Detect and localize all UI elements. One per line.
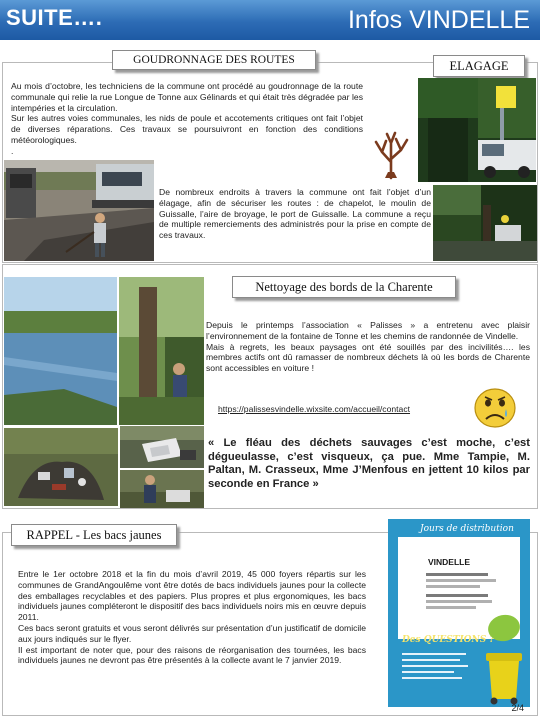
charente-paragraph-1: Depuis le printemps l’association « Palisses » a entretenu avec plaisir l’environnement de la fontaine de Tonne et les chemins de randonnée de Vindelle. (206, 320, 530, 341)
charente-paragraph-2: Mais à regrets, les beaux paysages ont été souillés par des incivilités…. les membres actifs ont dû ramasser de nombreux déchets là où les bords de Charente sont accessibles en voiture ! (206, 341, 530, 374)
charente-photo-waste-1 (120, 426, 204, 468)
charente-text (206, 320, 530, 374)
charente-photo-waste-3 (120, 470, 204, 508)
elagage-photo-tree (433, 185, 537, 261)
flyer-commune: VINDELLE (428, 557, 471, 567)
charente-photo-waste-2 (4, 428, 118, 506)
page-number: 2/4 (511, 703, 524, 713)
distribution-flyer (388, 519, 530, 707)
goudronnage-title: GOUDRONNAGE DES ROUTES (112, 50, 316, 70)
flyer-schedule-lines (426, 573, 496, 609)
sad-face-icon (473, 387, 517, 429)
rappel-text (18, 569, 366, 666)
charente-photo-river (4, 277, 117, 425)
goudronnage-paragraph-3: . (11, 145, 14, 156)
charente-photo-tree (119, 277, 204, 425)
goudronnage-text (11, 81, 363, 157)
yellow-bin-icon (484, 649, 524, 705)
rappel-title: RAPPEL - Les bacs jaunes (11, 524, 177, 546)
header-suite: SUITE…. (6, 5, 103, 30)
rappel-paragraph-1: Entre le 1er octobre 2018 et la fin du mois d’avril 2019, 45 000 foyers répartis sur les communes de GrandAngoulême vont être dotés de bacs individuels jaunes pour la collecte des emballages recyclables et des papiers. Plus propres et plus ergonomiques, les bacs individuels jaunes compléteront le dispositif des bacs individuels noirs mis en œuvre depuis 2011. (18, 569, 366, 623)
elagage-photo-truck (418, 78, 536, 182)
rappel-paragraph-2: Ces bacs seront gratuits et vous seront délivrés sur présentation d’un justificatif de domicile aux jours indiqués sur le flyer. (18, 622, 366, 644)
goudronnage-paragraph-1: Au mois d’octobre, les techniciens de la commune ont procédé au goudronnage de la route communale qui relie la rue Longue de Tonne aux Gélinards et qui était très dégradée par les intempéries et la circulation. (11, 81, 363, 113)
flyer-info-lines (402, 653, 472, 679)
charente-quote: « Le fléau des déchets sauvages c’est moche, c’est dégueulasse, c’est visqueux, ça pue. Mme Tampie, M. Paltan, M. Crasseux, Mme J’Menfous en jettent 10 kilos par seconde en France » (208, 437, 530, 490)
goudronnage-photo (4, 160, 154, 261)
header-title: Infos VINDELLE (347, 6, 530, 34)
elagage-text: De nombreux endroits à travers la commune ont fait l’objet d’un élagage, afin de sécuriser les routes : de chapelot, le moulin de Guissalle, l’aire de broyage, le port de Guissalle. La commune a reçu de multiple remerciements des administrés pour la prise en compte de ces travaux. (159, 187, 431, 241)
elagage-title: ELAGAGE (433, 55, 525, 77)
charente-title: Nettoyage des bords de la Charente (232, 276, 456, 298)
goudronnage-paragraph-2: Sur les autres voies communales, les nids de poule et accotements critiques ont fait l’objet de diverses réparations. Ces travaux se poursuivront en fonction des conditions météorologiques. (11, 113, 363, 145)
rappel-paragraph-3: Il est important de noter que, pour des raisons de réorganisation des tournées, les bacs individuels jaunes ne devront pas être présentés à la collecte avant le 7 janvier 2019. (18, 644, 366, 666)
flyer-questions: Des QUESTIONS ? (402, 635, 495, 645)
tree-icon (368, 128, 414, 180)
palisses-link[interactable]: https://palissesvindelle.wixsite.com/accueil/contact (218, 404, 411, 414)
flyer-header: Jours de distribution (420, 524, 514, 534)
